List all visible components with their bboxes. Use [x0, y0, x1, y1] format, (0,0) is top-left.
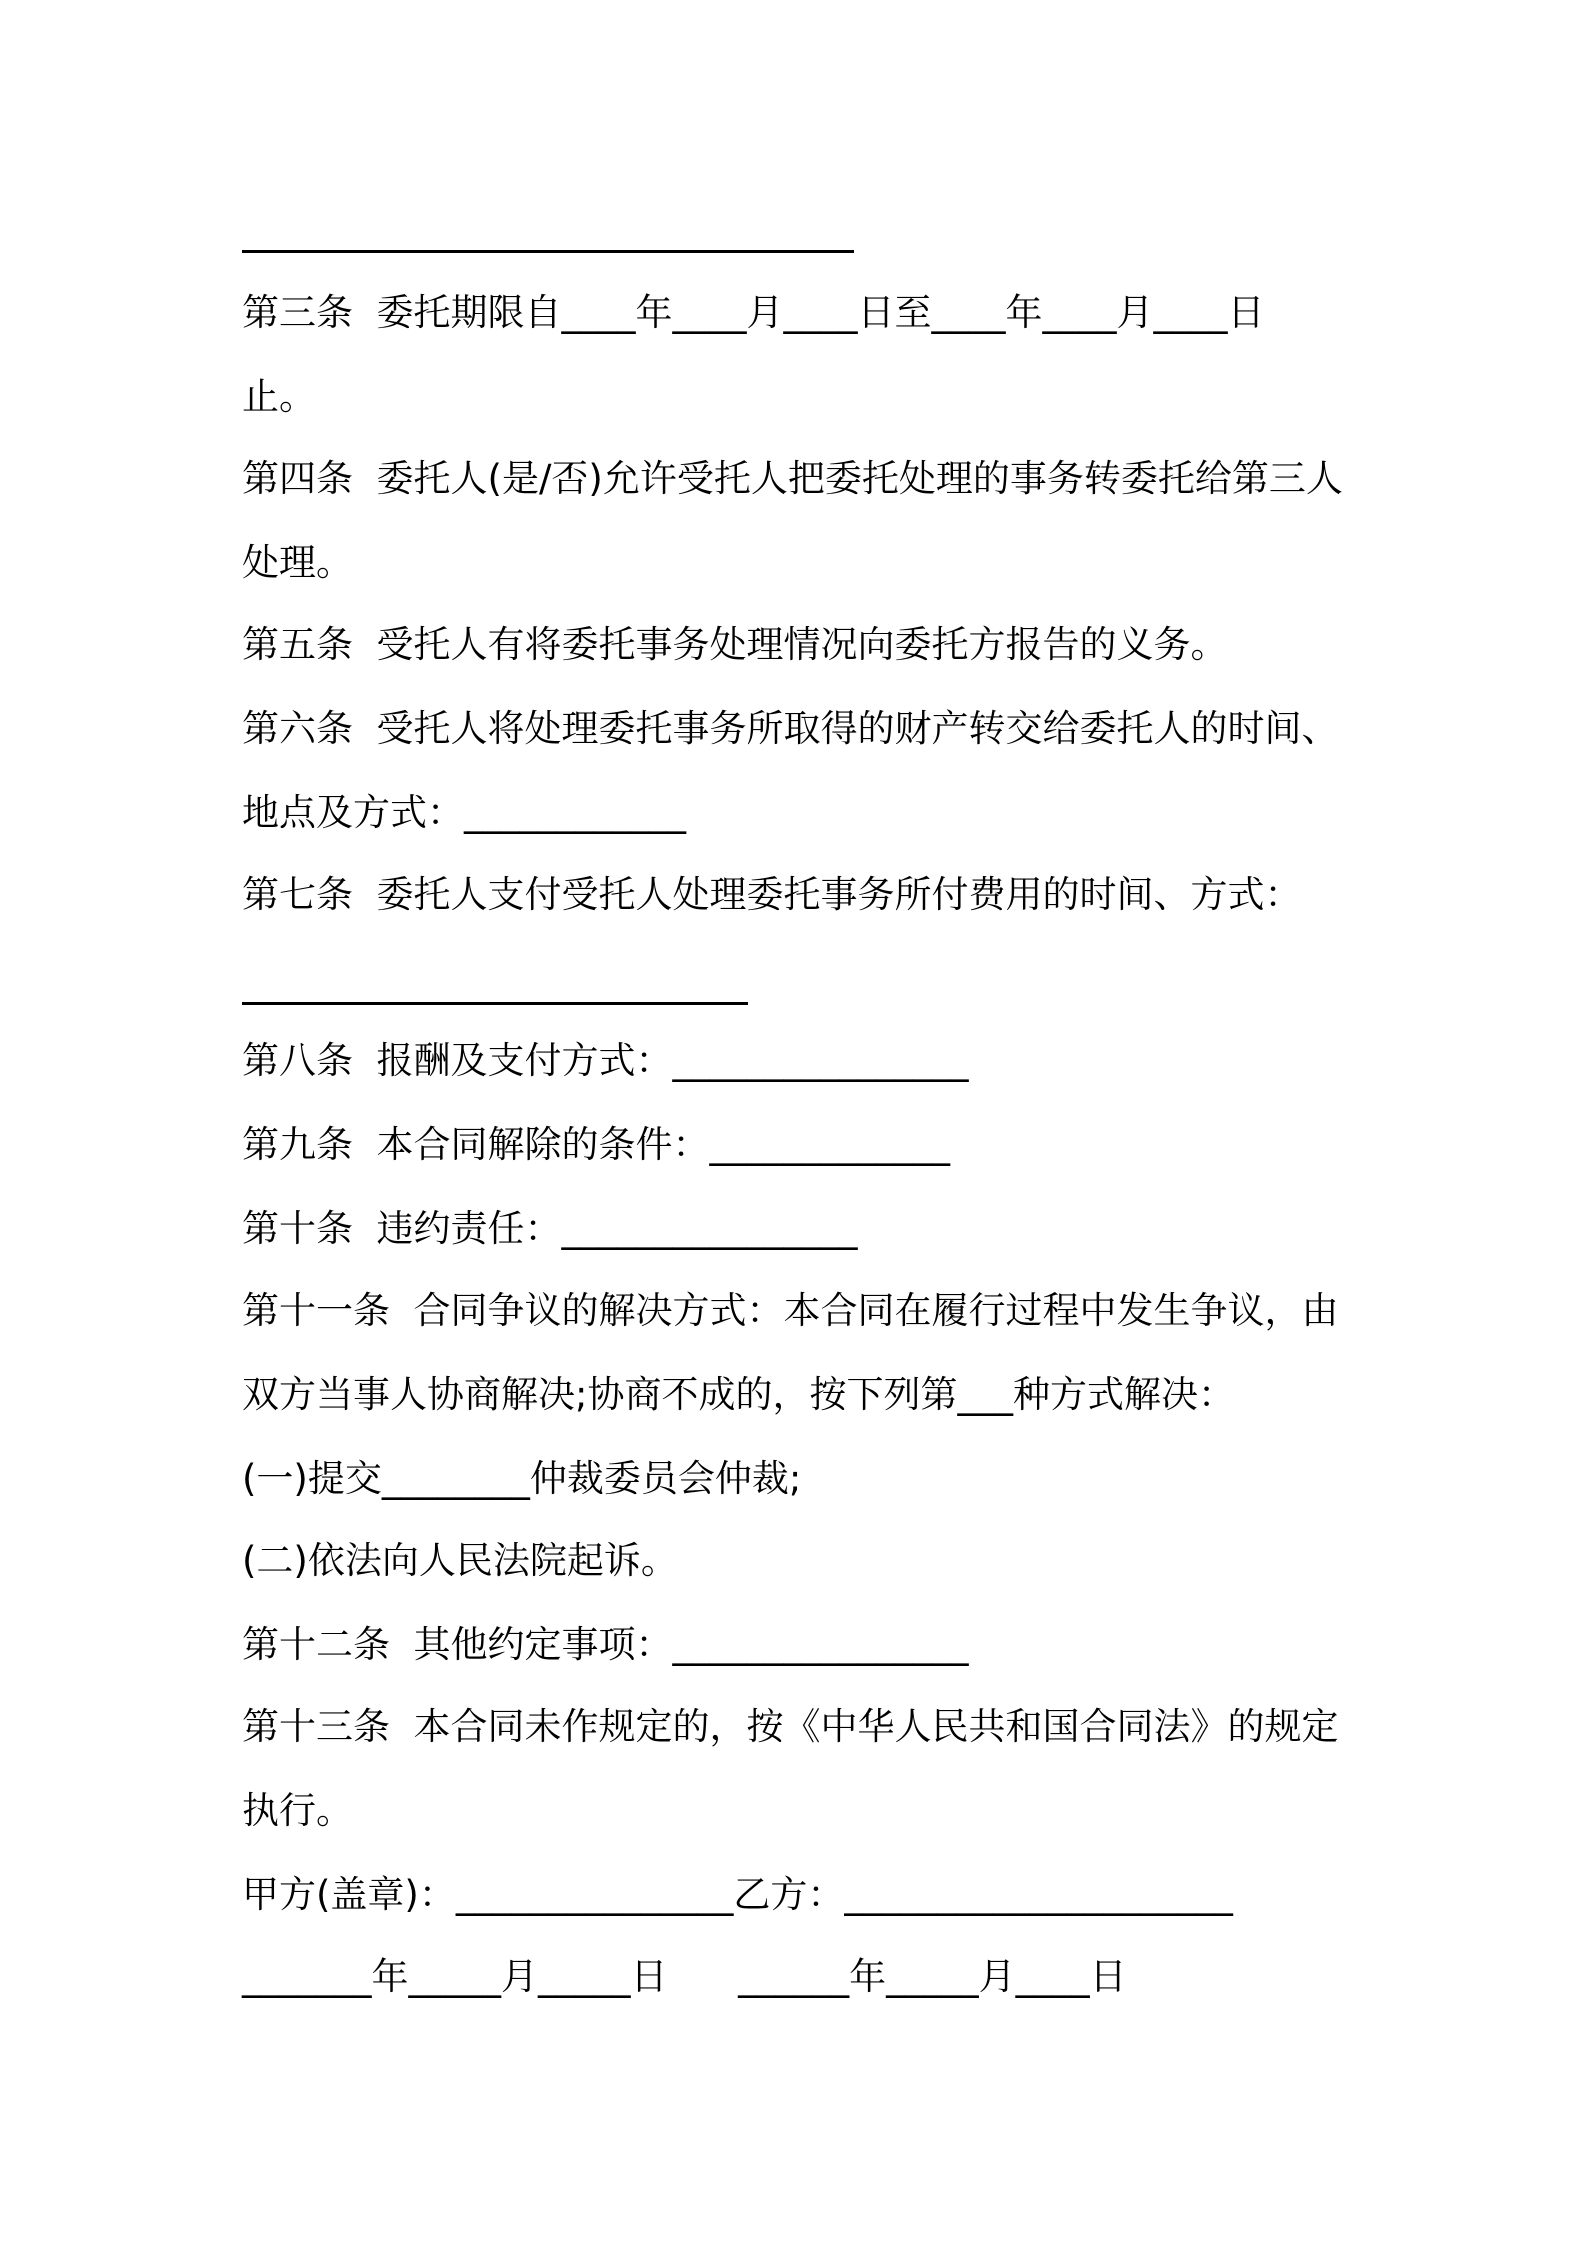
- article-4-line-1: 第四条 委托人(是/否)允许受托人把委托处理的事务转委托给第三人: [242, 457, 1343, 500]
- signature-parties: 甲方(盖章)：_______________乙方：_____________________: [242, 1873, 1233, 1916]
- article-4-line-2: 处理。: [242, 541, 353, 584]
- article-10: 第十条 违约责任：________________: [242, 1207, 858, 1250]
- article-12: 第十二条 其他约定事项：________________: [242, 1623, 969, 1666]
- article-11-line-2: 双方当事人协商解决;协商不成的，按下列第___种方式解决：: [242, 1373, 1235, 1416]
- article-6-line-1: 第六条 受托人将处理委托事务所取得的财产转交给委托人的时间、: [242, 707, 1339, 750]
- article-11-option-2: (二)依法向人民法院起诉。: [242, 1539, 678, 1582]
- article-13-line-1: 第十三条 本合同未作规定的，按《中华人民共和国合同法》的规定: [242, 1705, 1339, 1748]
- article-5: 第五条 受托人有将委托事务处理情况向委托方报告的义务。: [242, 623, 1228, 666]
- blank-underline-top: [242, 250, 854, 253]
- article-9: 第九条 本合同解除的条件：_____________: [242, 1123, 951, 1166]
- article-11-option-1: (一)提交________仲裁委员会仲裁;: [242, 1457, 802, 1500]
- article-3-line-1: 第三条 委托期限自____年____月____日至____年____月____日: [242, 291, 1265, 334]
- article-13-line-2: 执行。: [242, 1789, 353, 1832]
- article-6-line-2: 地点及方式：____________: [242, 791, 686, 834]
- article-7-blank-underline: [242, 1002, 748, 1005]
- article-11-line-1: 第十一条 合同争议的解决方式：本合同在履行过程中发生争议，由: [242, 1289, 1339, 1332]
- article-7-line-1: 第七条 委托人支付受托人处理委托事务所付费用的时间、方式：: [242, 873, 1302, 916]
- article-3-line-2: 止。: [242, 375, 316, 418]
- signature-dates: _______年_____月_____日 ______年_____月____日: [242, 1955, 1127, 1998]
- article-8: 第八条 报酬及支付方式：________________: [242, 1039, 969, 1082]
